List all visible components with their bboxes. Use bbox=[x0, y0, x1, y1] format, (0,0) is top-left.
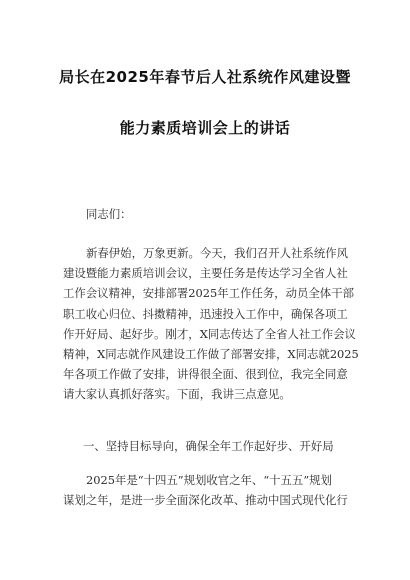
section-heading-1: 一、坚持目标导向，确保全年工作起好步、开好局 bbox=[83, 439, 334, 453]
document-title-line-2: 能力素质培训会上的讲话 bbox=[119, 119, 291, 137]
paragraph-1-line: 请大家认真抓好落实。下面，我讲三点意见。 bbox=[63, 387, 291, 402]
paragraph-1 bbox=[63, 243, 359, 405]
paragraph-2-line: 2025年是“十四五”规划收官之年、“十五五”规划 bbox=[86, 473, 332, 487]
salutation: 同志们： bbox=[86, 207, 132, 221]
paragraph-2 bbox=[63, 470, 355, 510]
paragraph-1-line: 建设暨能力素质培训会议，主要任务是传达学习全省人社 bbox=[63, 266, 348, 281]
paragraph-2-line: 谋划之年，是进一步全面深化改革、推动中国式现代化行 bbox=[63, 493, 348, 508]
paragraph-1-line: 职工收心归位、抖擞精神，迅速投入工作中，确保各项工 bbox=[63, 306, 348, 321]
paragraph-1-line: 精神，X同志就作风建设工作做了部署安排，X同志就2025 bbox=[63, 346, 359, 361]
paragraph-1-line: 作开好局、起好步。刚才，X同志传达了全省人社工作会议 bbox=[63, 326, 356, 341]
paragraph-1-line: 年各项工作做了安排，讲得很全面、很到位，我完全同意 bbox=[63, 367, 348, 382]
paragraph-1-line: 工作会议精神，安排部署2025年工作任务，动员全体干部 bbox=[63, 286, 354, 301]
paragraph-1-line: 新春伊始，万象更新。今天，我们召开人社系统作风 bbox=[86, 246, 348, 260]
document-title-line-1: 局长在2025年春节后人社系统作风建设暨 bbox=[59, 68, 351, 86]
